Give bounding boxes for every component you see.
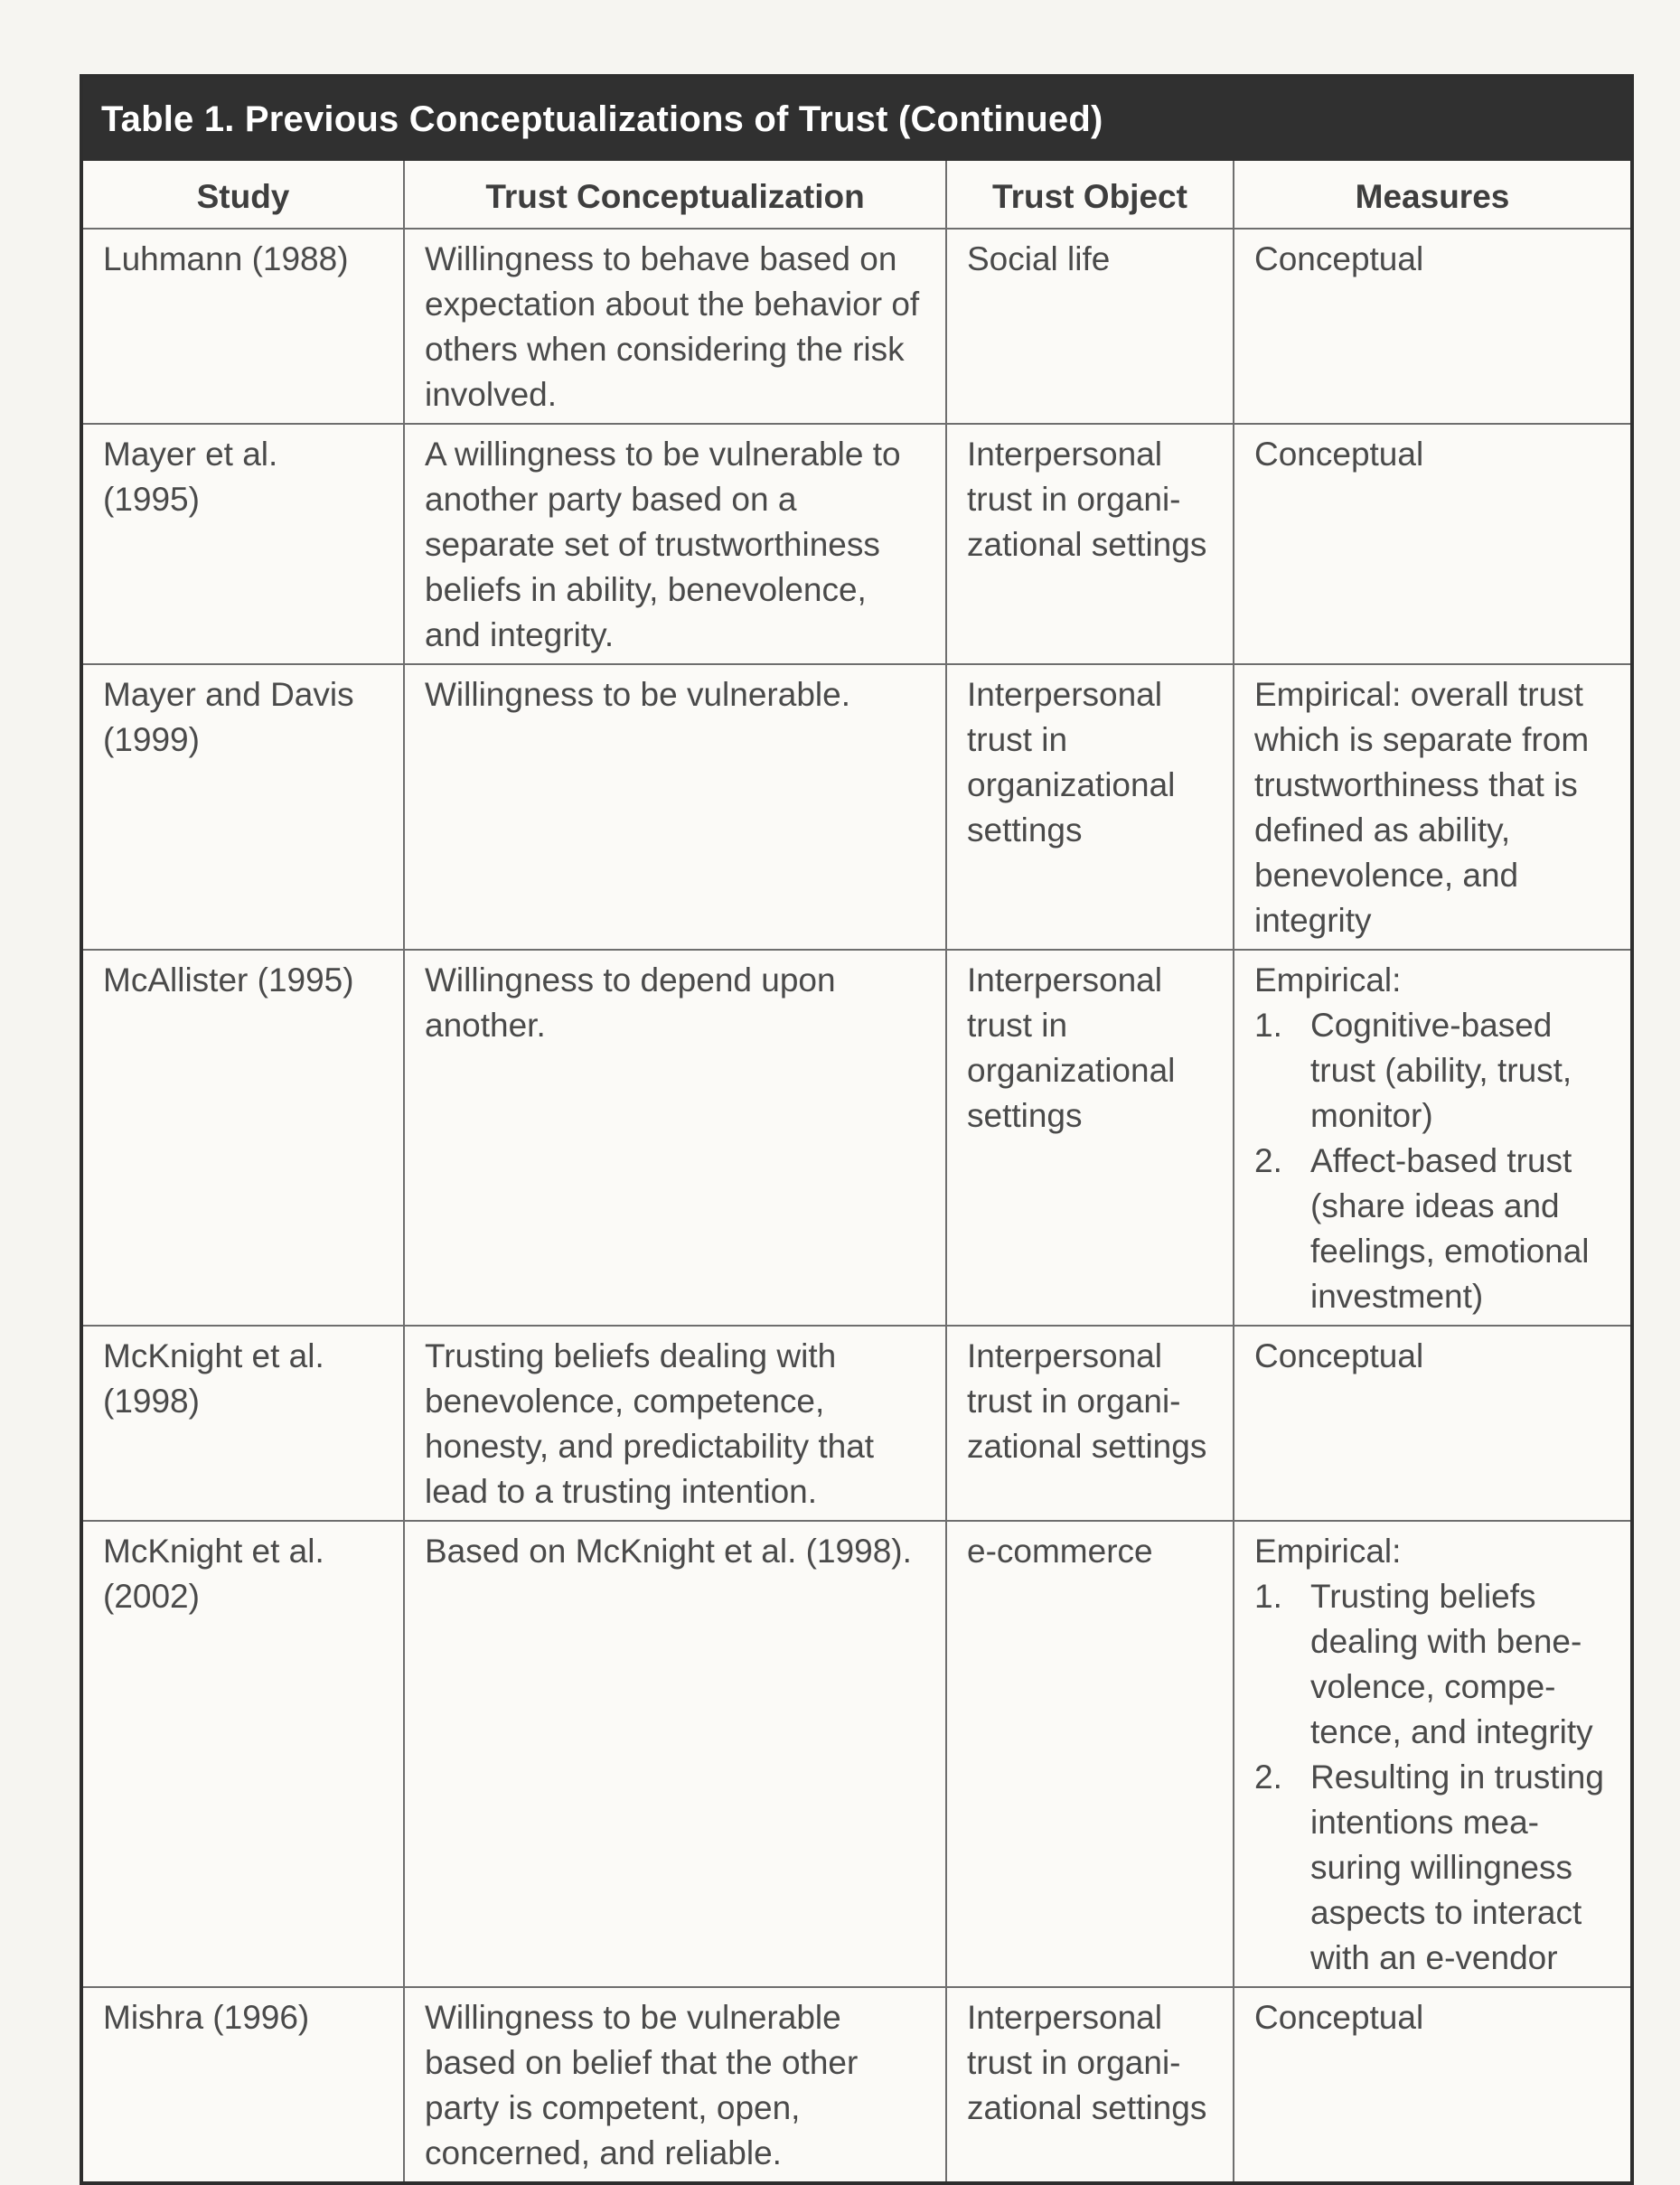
cell-measures: Conceptual (1234, 424, 1630, 664)
header-trust-object: Trust Object (946, 161, 1234, 229)
cell-study: McKnight et al. (2002) (83, 1521, 404, 1987)
cell-measures (1234, 1521, 1630, 1987)
cell-study: McAllister (1995) (83, 950, 404, 1326)
cell-trust-object: Interpersonal trust in organi-zational settings (946, 1326, 1234, 1521)
cell-conceptualization: Trusting beliefs dealing with benevolence, competence, honesty, and predictability that lead to a trusting intention. (404, 1326, 946, 1521)
header-study: Study (83, 161, 404, 229)
trust-table-grid (83, 161, 1630, 2181)
list-number: 2. (1254, 1142, 1282, 1179)
cell-conceptualization: Willingness to depend upon another. (404, 950, 946, 1326)
cell-trust-object: Interpersonal trust in organi-zational settings (946, 424, 1234, 664)
table-row (83, 229, 1630, 424)
table-row (83, 664, 1630, 950)
header-measures: Measures (1234, 161, 1630, 229)
cell-study: Mayer et al. (1995) (83, 424, 404, 664)
list-number: 1. (1254, 1007, 1282, 1044)
cell-conceptualization: Based on McKnight et al. (1998). (404, 1521, 946, 1987)
cell-trust-object: e-commerce (946, 1521, 1234, 1987)
measures-intro: Empirical: (1254, 961, 1402, 999)
table-row (83, 950, 1630, 1326)
cell-trust-object: Interpersonal trust in organizational settings (946, 950, 1234, 1326)
cell-measures: Conceptual (1234, 1987, 1630, 2181)
table-row (83, 424, 1630, 664)
list-item (1254, 1139, 1610, 1319)
cell-study: Mayer and Davis (1999) (83, 664, 404, 950)
table-row (83, 1326, 1630, 1521)
cell-conceptualization: Willingness to be vulnerable. (404, 664, 946, 950)
list-item (1254, 1755, 1610, 1981)
cell-measures: Conceptual (1234, 1326, 1630, 1521)
list-number: 2. (1254, 1758, 1282, 1796)
list-text: Affect-based trust (share ideas and feelings, emotional investment) (1310, 1142, 1590, 1315)
header-row (83, 161, 1630, 229)
cell-trust-object: Social life (946, 229, 1234, 424)
table-row (83, 1521, 1630, 1987)
table-row (83, 1987, 1630, 2181)
list-number: 1. (1254, 1578, 1282, 1615)
cell-conceptualization: Willingness to behave based on expectation about the behavior of others when considering the risk involved. (404, 229, 946, 424)
cell-study: Mishra (1996) (83, 1987, 404, 2181)
trust-table (80, 74, 1634, 2185)
cell-measures (1234, 950, 1630, 1326)
list-item (1254, 1003, 1610, 1139)
cell-conceptualization: A willingness to be vulnerable to another party based on a separate set of trustworthiness beliefs in ability, benevolence, and integrity. (404, 424, 946, 664)
list-text: Cognitive-based trust (ability, trust, monitor) (1310, 1007, 1572, 1134)
cell-study: McKnight et al. (1998) (83, 1326, 404, 1521)
table-caption: Table 1. Previous Conceptualizations of Trust (Continued) (83, 78, 1630, 161)
cell-trust-object: Interpersonal trust in organi-zational settings (946, 1987, 1234, 2181)
cell-conceptualization: Willingness to be vulnerable based on belief that the other party is competent, open, concerned, and reliable. (404, 1987, 946, 2181)
list-item (1254, 1574, 1610, 1755)
cell-measures: Conceptual (1234, 229, 1630, 424)
cell-trust-object: Interpersonal trust in organizational settings (946, 664, 1234, 950)
measures-list (1254, 1574, 1610, 1981)
measures-list (1254, 1003, 1610, 1319)
cell-measures: Empirical: overall trust which is separate from trustworthiness that is defined as ability, benevolence, and integrity (1234, 664, 1630, 950)
cell-study: Luhmann (1988) (83, 229, 404, 424)
measures-intro: Empirical: (1254, 1533, 1402, 1570)
list-text: Resulting in trusting intentions mea-suring willingness aspects to interact with an e-vendor (1310, 1758, 1604, 1976)
header-trust-conceptualization: Trust Conceptualization (404, 161, 946, 229)
list-text: Trusting beliefs dealing with bene-volence, compe-tence, and integrity (1310, 1578, 1593, 1750)
